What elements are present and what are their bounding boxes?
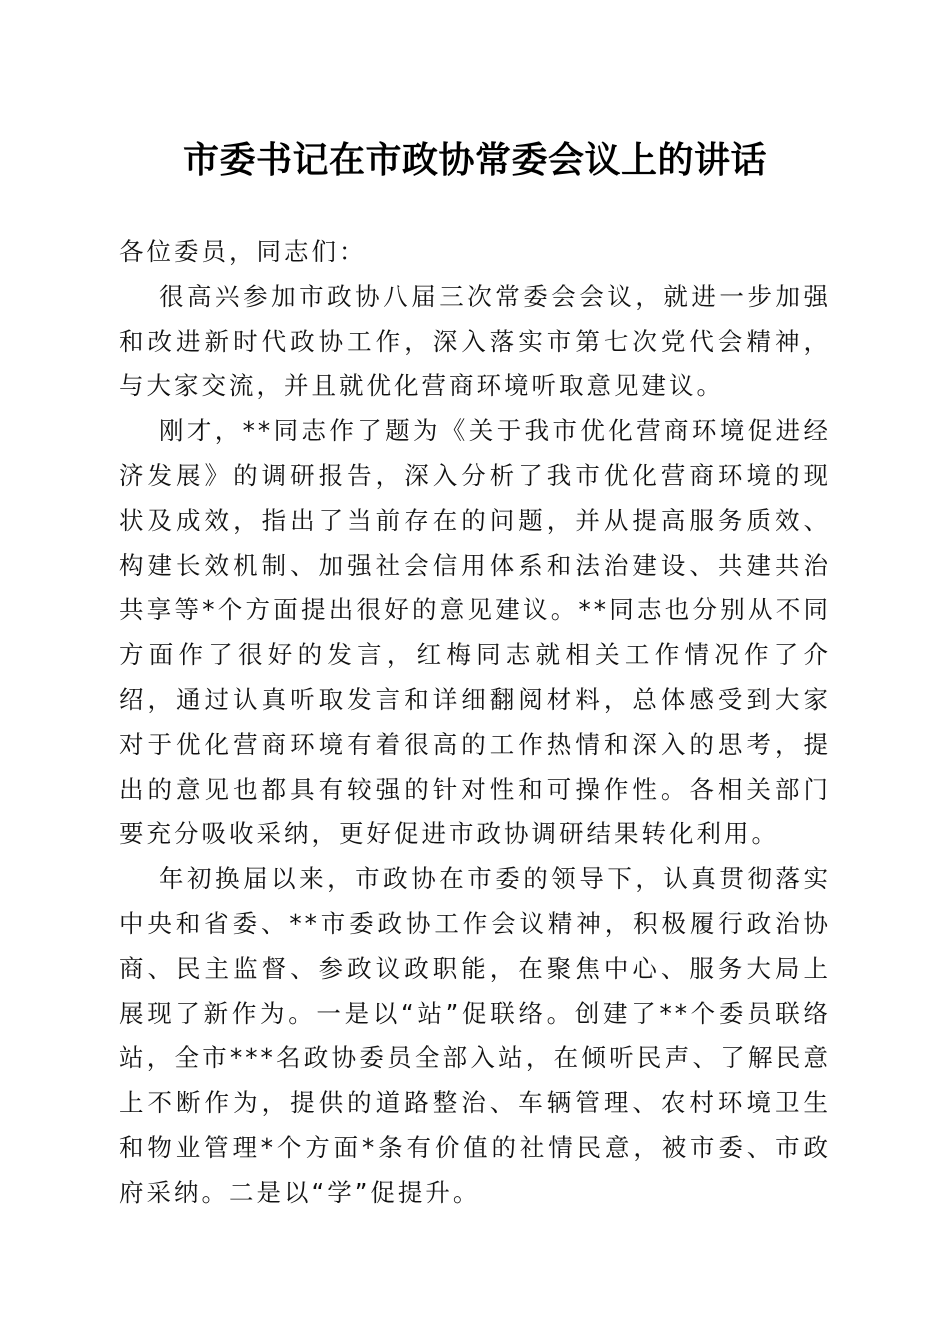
paragraph-3: 年初换届以来，市政协在市委的领导下，认真贯彻落实中央和省委、**市委政协工作会议精神，积极履行政治协商、民主监督、参政议政职能，在聚焦中心、服务大局上展现了新作为。一是以“站”促联络。创建了**个委员联络站，全市***名政协委员全部入站，在倾听民声、了解民意上不断作为，提供的道路整治、车辆管理、农村环境卫生和物业管理*个方面*条有价值的社情民意，被市委、市政府采纳。二是以“学”促提升。 — [119, 864, 831, 1207]
document-body — [119, 230, 831, 1216]
paragraph-1: 很高兴参加市政协八届三次常委会会议，就进一步加强和改进新时代政协工作，深入落实市第七次党代会精神，与大家交流，并且就优化营商环境听取意见建议。 — [119, 281, 831, 401]
document-title: 市委书记在市政协常委会议上的讲话 — [182, 139, 767, 181]
salutation: 各位委员，同志们： — [119, 237, 367, 266]
paragraph-2: 刚才，**同志作了题为《关于我市优化营商环境促进经济发展》的调研报告，深入分析了我市优化营商环境的现状及成效，指出了当前存在的问题，并从提高服务质效、构建长效机制、加强社会信用体系和法治建设、共建共治共享等*个方面提出很好的意见建议。**同志也分别从不同方面作了很好的发言，红梅同志就相关工作情况作了介绍，通过认真听取发言和详细翻阅材料，总体感受到大家对于优化营商环境有着很高的工作热情和深入的思考，提出的意见也都具有较强的针对性和可操作性。各相关部门要充分吸收采纳，更好促进市政协调研结果转化利用。 — [119, 416, 831, 849]
